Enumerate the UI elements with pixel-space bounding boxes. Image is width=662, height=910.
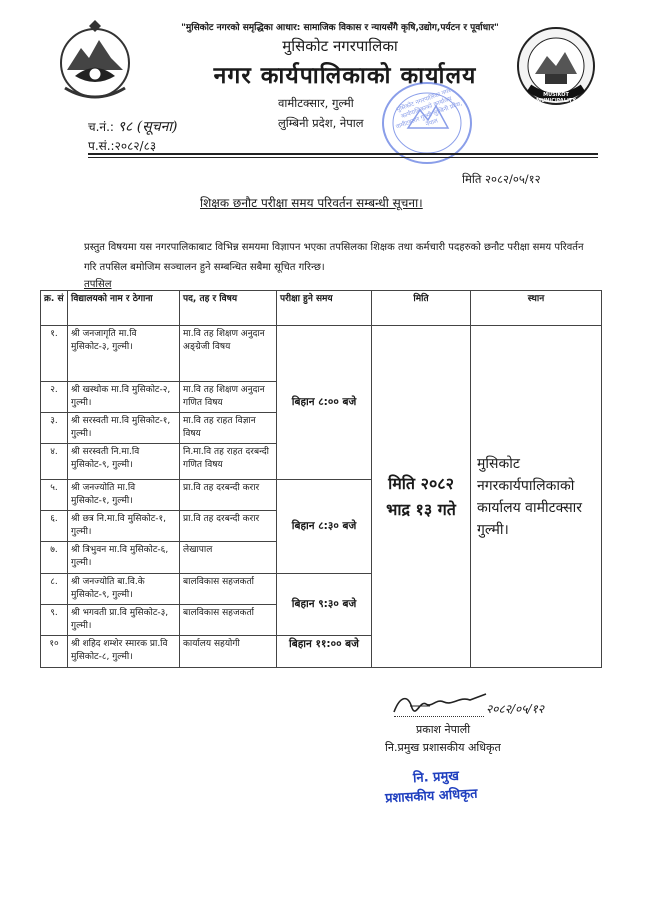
office-name: नगर कार्यपालिकाको कार्यालय [213,63,477,89]
row-sn: २. [41,382,68,413]
row-time: बिहान ९:३० बजे [277,574,372,636]
row-post: प्रा.वि तह दरबन्दी करार [180,480,277,511]
row-sn: ८. [41,574,68,605]
office-stamp-text: मुसिकोट नगरपालिका नगर कार्यपालिकाको कार्यालय वामीटक्सार गुल्मी लुम्बिनी प्रदेश, नेपाल [395,87,464,131]
header-post: पद, तह र विषय [180,291,277,326]
row-sn: ६. [41,511,68,542]
notice-subject: शिक्षक छनौट परीक्षा समय परिवर्तन सम्बन्धी सूचना। [200,196,423,210]
municipality-name: मुसिकोट नगरपालिका [282,37,398,55]
header-venue: स्थान [471,291,602,326]
address-line-2: लुम्बिनी प्रदेश, नेपाल [278,116,364,130]
row-school: श्री शहिद शम्शेर स्मारक प्रा.वि मुसिकोट-८, गुल्मी। [68,636,180,668]
row-school: श्री त्रिभुवन मा.वि मुसिकोट-६, गुल्मी। [68,542,180,574]
row-school: श्री छत्र नि.मा.वि मुसिकोट-१, गुल्मी। [68,511,180,542]
row-school: श्री भगवती प्रा.वि मुसिकोट-३, गुल्मी। [68,605,180,636]
stamp-title: प्रशासकीय अधिकृत [384,786,478,807]
row-sn: ३. [41,413,68,444]
reference-label: च.नं.: [88,120,114,134]
row-post: कार्यालय सहयोगी [180,636,277,668]
municipality-logo-text: MUSIKOT MUNICIPALITY [536,92,576,104]
row-sn: ५. [41,480,68,511]
stamp-name: नि. प्रमुख [412,768,460,787]
nepal-emblem-logo [55,18,135,108]
reference-value: ९८ (सूचना) [117,119,178,135]
motto: "मुसिकोट नगरको समृद्धिका आधार: सामाजिक विकास र न्यायसँगै कृषि,उद्योग,पर्यटन र पूर्वाधार" [181,23,499,33]
row-post: नि.मा.वि तह राहत दरबन्दी गणित विषय [180,444,277,480]
notice-date: मिति २०८२/०५/१२ [462,172,541,186]
header-sn: क्र. सं [41,291,68,326]
row-post: लेखापाल [180,542,277,574]
row-post: प्रा.वि तह दरबन्दी करार [180,511,277,542]
row-post: मा.वि तह शिक्षण अनुदान अङ्ग्रेजी विषय [180,326,277,382]
row-school: श्री जनज्योति मा.वि मुसिकोट-१, गुल्मी। [68,480,180,511]
header-time: परीक्षा हुने समय [277,291,372,326]
row-sn: १० [41,636,68,668]
row-post: बालविकास सहजकर्ता [180,574,277,605]
row-school: श्री जनज्योति बा.वि.के मुसिकोट-९, गुल्मी। [68,574,180,605]
schedule-table [40,290,602,668]
header-school: विद्यालयको नाम र ठेगाना [68,291,180,326]
signatory-name: प्रकाश नेपाली [416,723,471,736]
notice-body: प्रस्तुत विषयमा यस नगरपालिकाबाट विभिन्न समयमा विज्ञापन भएका तपसिलका शिक्षक तथा कर्मचारी पदहरुको छनौट परीक्षा समय परिवर्तन गरि तपसिल बमोजिम सञ्चालन हुने सम्बन्धित सबैमा सूचित गरिन्छ। [84,242,584,273]
header-divider [88,153,598,155]
row-post: मा.वि तह शिक्षण अनुदान गणित विषय [180,382,277,413]
address-line-1: वामीटक्सार, गुल्मी [278,96,354,110]
row-time: बिहान ११:०० बजे [277,636,372,668]
fiscal-year: प.सं.:२०८२/८३ [88,139,157,153]
reference-number [88,117,177,136]
row-sn: ९. [41,605,68,636]
row-post: बालविकास सहजकर्ता [180,605,277,636]
row-time: बिहान ८:०० बजे [277,326,372,480]
row-time: बिहान ८:३० बजे [277,480,372,574]
row-sn: ७. [41,542,68,574]
row-school: श्री सरस्वती नि.मा.वि मुसिकोट-९, गुल्मी। [68,444,180,480]
row-post: मा.वि तह राहत विज्ञान विषय [180,413,277,444]
header-date: मिति [372,291,471,326]
signatory-title: नि.प्रमुख प्रशासकीय अधिकृत [385,741,501,754]
row-sn: १. [41,326,68,382]
exam-date: मिति २०८२ भाद्र १३ गते [372,326,471,668]
row-sn: ४. [41,444,68,480]
header-divider-thin [88,157,598,158]
row-school: श्री सरस्वती मा.वि मुसिकोट-१, गुल्मी। [68,413,180,444]
exam-venue: मुसिकोट नगरकार्यपालिकाको कार्यालय वामीटक्सार गुल्मी। [471,326,602,668]
table-header-row [41,291,602,326]
signature-line [394,716,484,717]
municipality-logo [515,22,597,110]
signature-date: २०८२/०५/१२ [486,702,545,716]
details-label: तपसिल [84,279,112,290]
table-row [41,326,602,382]
row-school: श्री खस्थोक मा.वि मुसिकोट-२, गुल्मी। [68,382,180,413]
row-school: श्री जनजागृति मा.वि मुसिकोट-३, गुल्मी। [68,326,180,382]
